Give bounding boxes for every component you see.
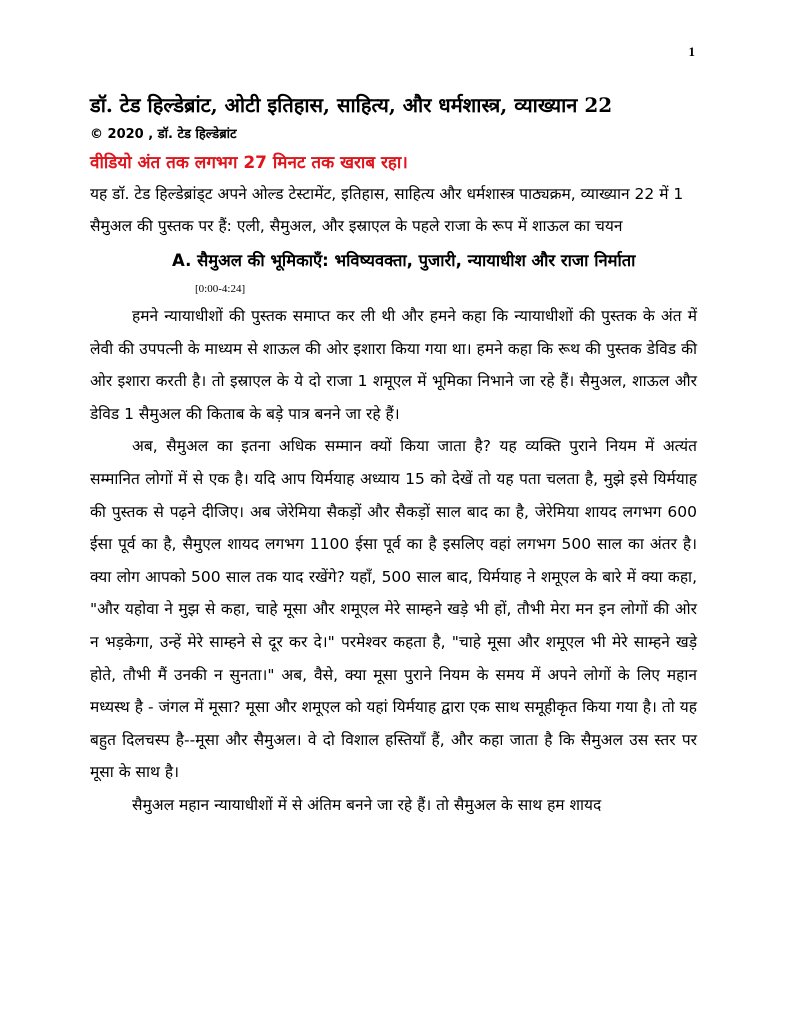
body-paragraph: अब, सैमुअल का इतना अधिक सम्मान क्यों किया जाता है? यह व्यक्ति पुराने नियम में अत्यंत सम्मानित लोगों में से एक है। यदि आप यिर्मयाह अध्याय 15 को देखें तो यह पता चलता है, मुझे इसे यिर्मयाह की पुस्तक से पढ़ने दीजिए। अब जेरेमिया सैकड़ों और सैकड़ों साल बाद का है, जेरेमिया शायद लगभग 600 ईसा पूर्व का है, सैमुएल शायद लगभग 1100 ईसा पूर्व का है इसलिए वहां लगभग 500 साल का अंतर है। क्या लोग आपको 500 साल तक याद रखेंगे? यहाँ, 500 साल बाद, यिर्मयाह ने शमूएल के बारे में क्या कहा, "और यहोवा ने मुझ से कहा, चाहे मूसा और शमूएल मेरे साम्हने खड़े भी हों, तौभी मेरा मन इन लोगों की ओर न भड़केगा, उन्हें मेरे साम्हने से दूर कर दे।" परमेश्वर कहता है, "चाहे मूसा और शमूएल भी मेरे साम्हने खड़े होते, तौभी मैं उनकी न सुनता।" अब, वैसे, क्या मूसा पुराने नियम के समय में अपने लोगों के लिए महान मध्यस्थ है - जंगल में मूसा? मूसा और शमूएल को यहां यिर्मयाह द्वारा एक साथ समूहीकृत किया गया है। तो यह बहुत दिलचस्प है--मूसा और सैमुअल। वे दो विशाल हस्तियाँ हैं, और कहा जाता है कि सैमुअल उस स्तर पर मूसा के साथ है। — [90, 437, 697, 782]
video-notice: वीडियो अंत तक लगभग 27 मिनट तक खराब रहा। — [90, 153, 408, 173]
section-timestamp: [0:00-4:24] — [195, 283, 246, 295]
page-number: 1 — [688, 44, 695, 59]
copyright-line: © 2020 , डॉ. टेड हिल्डेब्रांट — [90, 127, 237, 142]
intro-paragraph: यह डॉ. टेड हिल्डेब्रांड्ट अपने ओल्ड टेस्टामेंट, इतिहास, साहित्य और धर्मशास्त्र पाठ्यक्रम, व्याख्यान 22 में 1 सैमुअल की पुस्तक पर हैं: एली, सैमुअल, और इस्राएल के पहले राजा के रूप में शाऊल का चयन — [90, 185, 684, 235]
page-content — [90, 88, 697, 822]
body-paragraph: सैमुअल महान न्यायाधीशों में से अंतिम बनने जा रहे हैं। तो सैमुअल के साथ हम शायद — [132, 795, 602, 814]
section-heading: A. सैमुअल की भूमिकाएँ: भविष्यवक्ता, पुजारी, न्यायाधीश और राजा निर्माता — [172, 251, 636, 270]
body-paragraph: हमने न्यायाधीशों की पुस्तक समाप्त कर ली थी और हमने कहा कि न्यायाधीशों की पुस्तक के अंत में लेवी की उपपत्नी के माध्यम से शाऊल की ओर इशारा किया गया था। हमने कहा कि रूथ की पुस्तक डेविड की ओर इशारा करती है। तो इस्राएल के ये दो राजा 1 शमूएल में भूमिका निभाने जा रहे हैं। सैमुअल, शाऊल और डेविड 1 सैमुअल की किताब के बड़े पात्र बनने जा रहे हैं। — [90, 307, 697, 423]
document-title: डॉ. टेड हिल्डेब्रांट, ओटी इतिहास, साहित्य, और धर्मशास्त्र, व्याख्यान 22 — [90, 93, 613, 117]
